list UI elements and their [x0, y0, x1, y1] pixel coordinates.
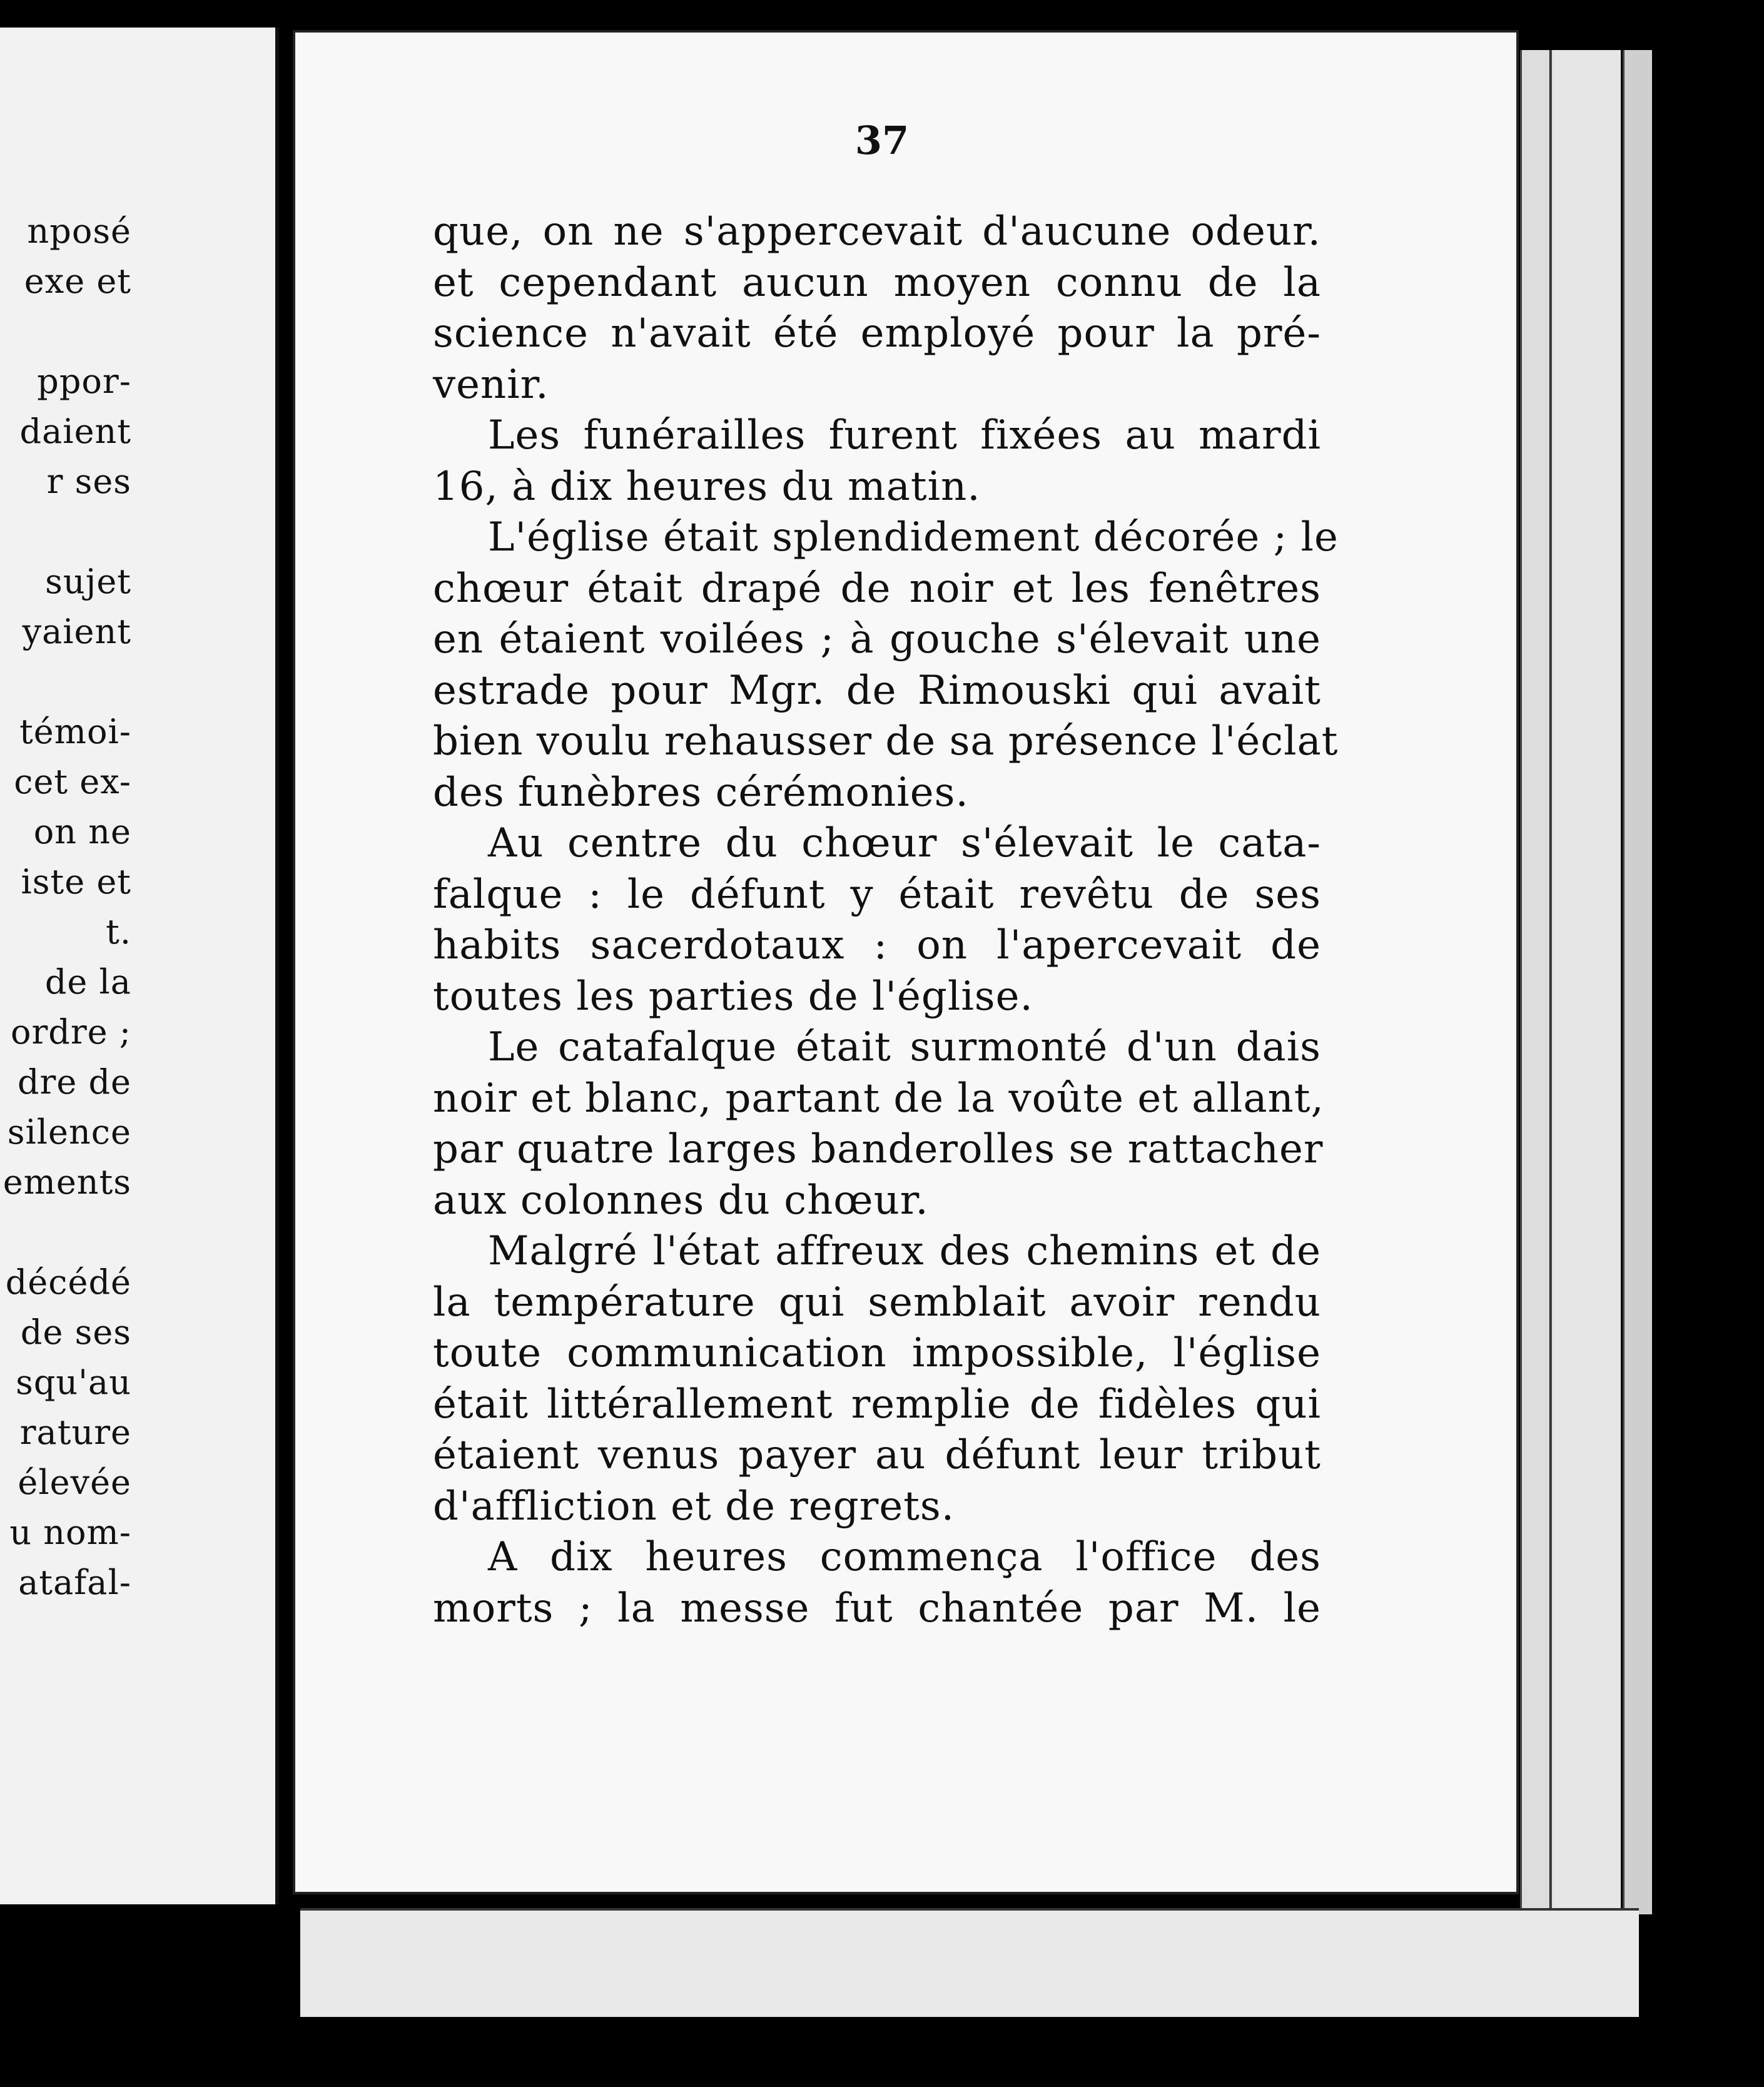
text-line: estrade pour Mgr. de Rimouski qui avait [433, 667, 1321, 714]
left-page-line: ppor- [37, 363, 131, 400]
text-line: venir. [433, 361, 549, 408]
left-page-line: exe et [24, 263, 131, 300]
text-line: habits sacerdotaux : on l'apercevait de [433, 922, 1321, 968]
left-page-line: rature [19, 1414, 131, 1451]
left-page-line: r ses [46, 463, 131, 500]
text-line: noir et blanc, partant de la voûte et allant, [433, 1075, 1324, 1122]
page-edge [1520, 50, 1549, 1914]
left-page-line: ements [3, 1164, 131, 1201]
text-line: bien voulu rehausser de sa présence l'éclat [433, 718, 1339, 764]
left-page-line: silence [7, 1114, 131, 1151]
left-page-line: ordre ; [10, 1013, 131, 1051]
text-line: Le catafalque était surmonté d'un dais [488, 1024, 1321, 1070]
text-line: la température qui semblait avoir rendu [433, 1279, 1321, 1326]
text-line: d'affliction et de regrets. [433, 1483, 955, 1530]
left-page-line: nposé [27, 213, 131, 250]
text-line: science n'avait été employé pour la pré- [433, 310, 1321, 357]
text-line: aux colonnes du chœur. [433, 1177, 929, 1224]
text-line: toutes les parties de l'église. [433, 973, 1033, 1020]
page-edge [1623, 50, 1652, 1914]
text-line: falque : le défunt y était revêtu de ses [433, 871, 1321, 918]
left-page-line: de la [44, 963, 131, 1001]
text-line: toute communication impossible, l'église [433, 1330, 1321, 1376]
left-page-line: iste et [21, 863, 131, 901]
left-page-line: t. [106, 913, 131, 951]
left-page-line: yaient [22, 613, 131, 651]
text-line: Les funérailles furent fixées au mardi [488, 412, 1321, 459]
text-line: 16, à dix heures du matin. [433, 463, 981, 510]
text-line: Au centre du chœur s'élevait le cata- [488, 820, 1321, 866]
left-page-line: décédé [5, 1264, 131, 1301]
left-page-line: u nom- [9, 1514, 131, 1551]
left-page-line: squ'au [16, 1364, 131, 1401]
left-page-line: sujet [45, 563, 131, 601]
text-line: par quatre larges banderolles se rattacher [433, 1126, 1324, 1172]
text-line: chœur était drapé de noir et les fenêtres [433, 565, 1321, 612]
left-page-line: daient [19, 413, 131, 450]
page-bottom-edge [300, 1908, 1639, 2017]
text-line: et cependant aucun moyen connu de la [433, 259, 1321, 306]
left-page-line: de ses [20, 1314, 131, 1351]
text-line: Malgré l'état affreux des chemins et de [488, 1228, 1321, 1274]
text-line: morts ; la messe fut chantée par M. le [433, 1585, 1321, 1632]
text-line: des funèbres cérémonies. [433, 769, 969, 816]
text-line: en étaient voilées ; à gouche s'élevait une [433, 616, 1321, 663]
text-line: étaient venus payer au défunt leur tribut [433, 1432, 1321, 1478]
page-number: 37 [854, 118, 910, 163]
body-text [433, 206, 1339, 1634]
text-line: était littérallement remplie de fidèles qui [433, 1381, 1321, 1428]
left-page-line: dre de [17, 1064, 131, 1101]
text-line: A dix heures commença l'office des [488, 1534, 1321, 1580]
left-page-line: on ne [33, 813, 131, 851]
page-edge [1550, 50, 1621, 1914]
text-line: que, on ne s'appercevait d'aucune odeur. [433, 208, 1321, 255]
left-page-line: cet ex- [14, 763, 131, 801]
text-line: L'église était splendidement décorée ; le [488, 514, 1339, 561]
left-page-line: atafal- [18, 1564, 131, 1602]
left-page-line: témoi- [19, 713, 131, 751]
left-page-line: élevée [18, 1464, 131, 1501]
